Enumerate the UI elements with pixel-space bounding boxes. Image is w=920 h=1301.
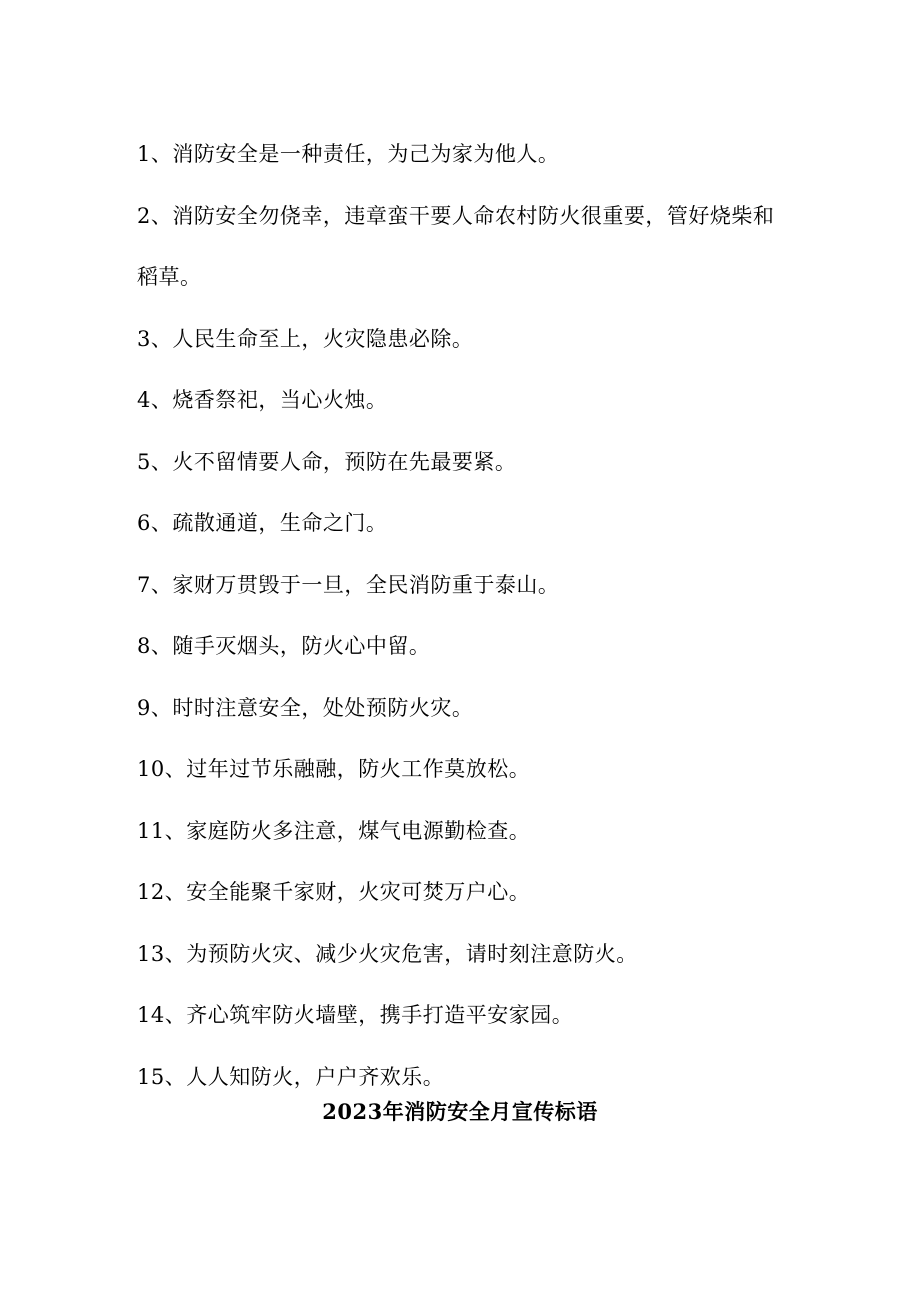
slogan-text: 齐心筑牢防火墙壁，携手打造平安家园。 xyxy=(186,1003,574,1027)
slogan-list xyxy=(137,124,787,1108)
document-title: 2023年消防安全月宣传标语 xyxy=(322,1099,598,1124)
slogan-number: 1、 xyxy=(137,142,173,166)
slogan-item-10 xyxy=(137,739,787,801)
slogan-text: 火不留情要人命，预防在先最要紧。 xyxy=(172,449,517,474)
slogan-number: 10、 xyxy=(137,757,187,781)
slogan-item-7 xyxy=(137,555,787,617)
slogan-item-5 xyxy=(137,432,787,494)
slogan-number: 3、 xyxy=(137,326,173,351)
slogan-text: 疏散通道，生命之门。 xyxy=(172,511,388,535)
slogan-number: 12、 xyxy=(137,880,187,904)
slogan-number: 5、 xyxy=(137,449,173,474)
slogan-text: 烧香祭祀，当心火烛。 xyxy=(172,388,388,412)
slogan-text: 人人知防火，户户齐欢乐。 xyxy=(186,1064,445,1089)
slogan-text: 家财万贯毁于一旦，全民消防重于泰山。 xyxy=(172,572,560,597)
slogan-text: 消防安全是一种责任，为己为家为他人。 xyxy=(172,142,560,166)
slogan-number: 15、 xyxy=(137,1064,187,1089)
slogan-text: 过年过节乐融融，防火工作莫放松。 xyxy=(186,757,531,781)
slogan-item-11 xyxy=(137,801,787,863)
slogan-text: 人民生命至上，火灾隐患必除。 xyxy=(172,326,474,351)
slogan-text: 时时注意安全，处处预防火灾。 xyxy=(172,695,474,720)
slogan-item-6 xyxy=(137,493,787,555)
slogan-number: 11、 xyxy=(137,818,187,843)
slogan-text: 随手灭烟头，防火心中留。 xyxy=(172,634,431,658)
slogan-item-8 xyxy=(137,616,787,678)
slogan-number: 7、 xyxy=(137,572,173,597)
slogan-number: 8、 xyxy=(137,634,173,658)
slogan-item-1 xyxy=(137,124,787,186)
slogan-text: 家庭防火多注意，煤气电源勤检查。 xyxy=(186,818,531,843)
slogan-item-3 xyxy=(137,309,787,371)
slogan-number: 6、 xyxy=(137,511,173,535)
slogan-text: 为预防火灾、减少火灾危害，请时刻注意防火。 xyxy=(186,941,638,966)
slogan-item-2 xyxy=(137,186,787,309)
slogan-item-9 xyxy=(137,678,787,740)
slogan-number: 9、 xyxy=(137,695,173,720)
slogan-number: 4、 xyxy=(137,388,173,412)
slogan-item-14 xyxy=(137,985,787,1047)
slogan-item-4 xyxy=(137,370,787,432)
slogan-number: 13、 xyxy=(137,941,187,966)
slogan-item-13 xyxy=(137,924,787,986)
slogan-text: 安全能聚千家财，火灾可焚万户心。 xyxy=(186,880,531,904)
slogan-number: 2、 xyxy=(137,203,173,228)
slogan-text: 消防安全勿侥幸，违章蛮干要人命农村防火很重要，管好烧柴和稻草。 xyxy=(137,203,775,289)
slogan-item-12 xyxy=(137,862,787,924)
slogan-number: 14、 xyxy=(137,1003,187,1027)
